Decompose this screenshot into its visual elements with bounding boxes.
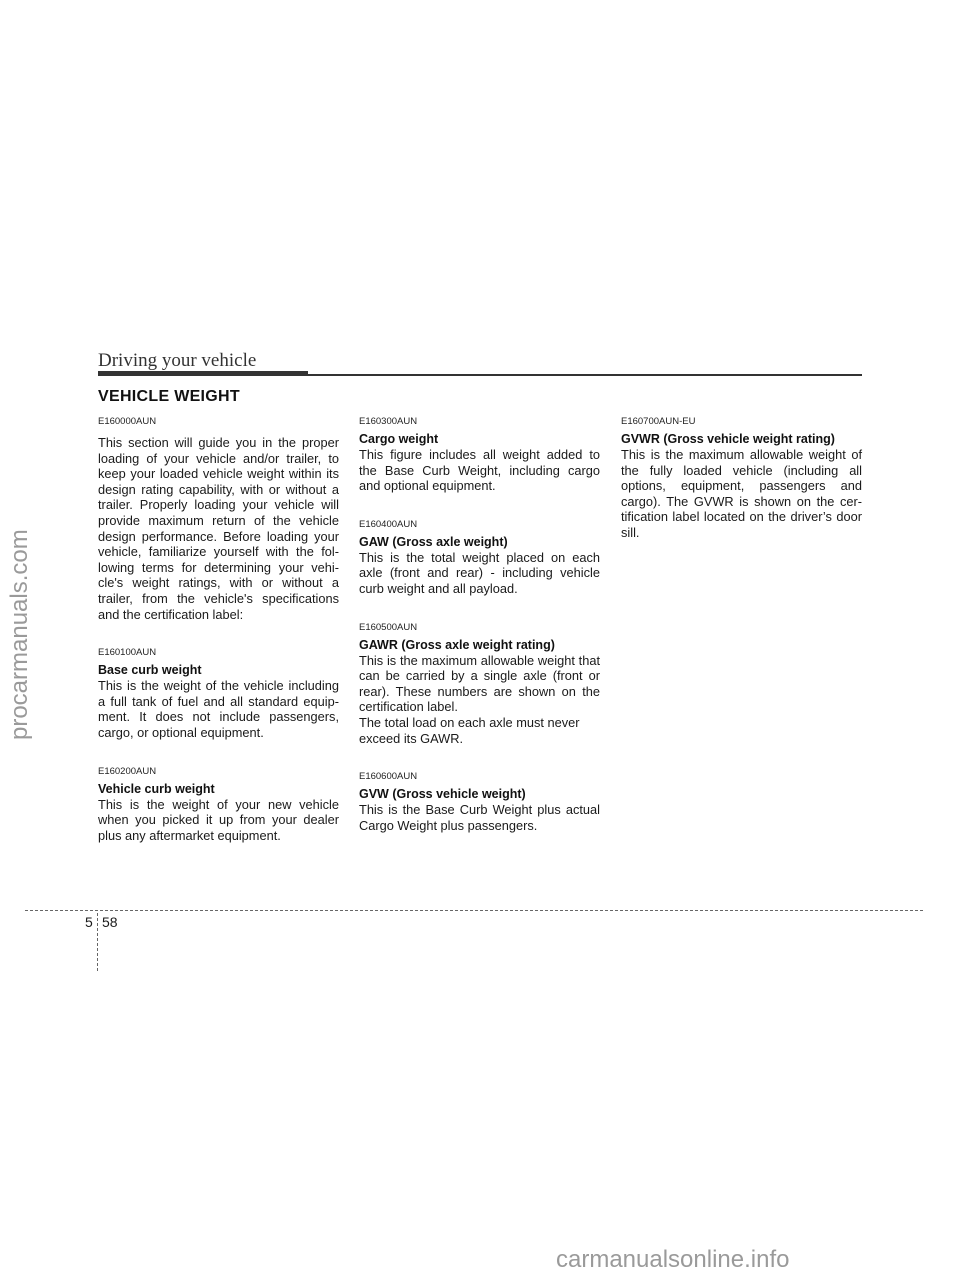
section-title: VEHICLE WEIGHT: [98, 388, 240, 405]
cargo-weight-heading: Cargo weight: [359, 432, 439, 446]
base-curb-weight-text: This is the weight of the vehicle including a full tank of fuel and all standard equip-ment. It does not include passengers, cargo, or optional equipment.: [98, 678, 339, 740]
column-3: [621, 415, 862, 541]
bottom-watermark: carmanualsonline.info: [556, 1246, 790, 1273]
side-watermark: procarmanuals.com: [6, 529, 33, 740]
cargo-weight-code: E160300AUN: [359, 416, 418, 427]
gvwr-text: This is the maximum allowable weight of the fully loaded vehicle (including all options, equipment, passengers and cargo). The GVWR is shown on the cer-tification label located on the driver’s door sill.: [621, 447, 862, 540]
gaw-heading: GAW (Gross axle weight): [359, 534, 508, 549]
gawr-text-2: The total load on each axle must never exceed its GAWR.: [359, 714, 580, 746]
vehicle-curb-weight-text: This is the weight of your new vehicle when you picked it up from your dealer plus any aftermarket equipment.: [98, 796, 339, 843]
gawr-text: This is the maximum allowable weight that can be carried by a single axle (front or rear). These numbers are shown on the certification label.: [359, 652, 600, 715]
header-rule-thick: [98, 371, 308, 376]
footer-divider: [25, 910, 923, 911]
gvw-heading: GVW (Gross vehicle weight): [359, 787, 526, 802]
column-2: [359, 415, 600, 833]
intro-code: E160000AUN: [98, 416, 157, 427]
gawr-heading: GAWR (Gross axle weight rating): [359, 637, 555, 652]
gvwr-heading: GVWR (Gross vehicle weight rating): [621, 432, 835, 446]
cargo-weight-text: This figure includes all weight added to the Base Curb Weight, including cargo and optional equipment.: [359, 447, 600, 494]
gvw-text: This is the Base Curb Weight plus actual Cargo Weight plus passengers.: [359, 802, 600, 833]
header-rule-thin: [308, 374, 862, 376]
column-1: [98, 415, 339, 843]
gawr-code: E160500AUN: [359, 621, 418, 633]
base-curb-weight-code: E160100AUN: [98, 647, 157, 659]
gvw-code: E160600AUN: [359, 771, 418, 783]
page-section-number: 5: [85, 914, 93, 930]
page-header-title: Driving your vehicle: [98, 350, 257, 371]
base-curb-weight-heading: Base curb weight: [98, 663, 202, 678]
page-number: 58: [102, 914, 118, 930]
gaw-code: E160400AUN: [359, 518, 418, 530]
vehicle-curb-weight-code: E160200AUN: [98, 765, 157, 777]
vehicle-curb-weight-heading: Vehicle curb weight: [98, 781, 215, 796]
gvwr-code: E160700AUN-EU: [621, 416, 696, 427]
gaw-text: This is the total weight placed on each axle (front and rear) - including vehicle curb weight and all payload.: [359, 549, 600, 596]
intro-text: This section will guide you in the proper loading of your vehicle and/or trailer, to keep your loaded vehicle weight within its design rating capability, with or without a trailer. Properly loading your vehicle will provide maximum return of the vehicle design performance. Before loading your vehicle, familiarize yourself with the fol-lowing terms for determining your vehi-cle's weight ratings, with or without a trailer, from the vehicle's specifications and the certification label:: [98, 435, 339, 622]
footer-vertical-divider: [97, 913, 98, 971]
